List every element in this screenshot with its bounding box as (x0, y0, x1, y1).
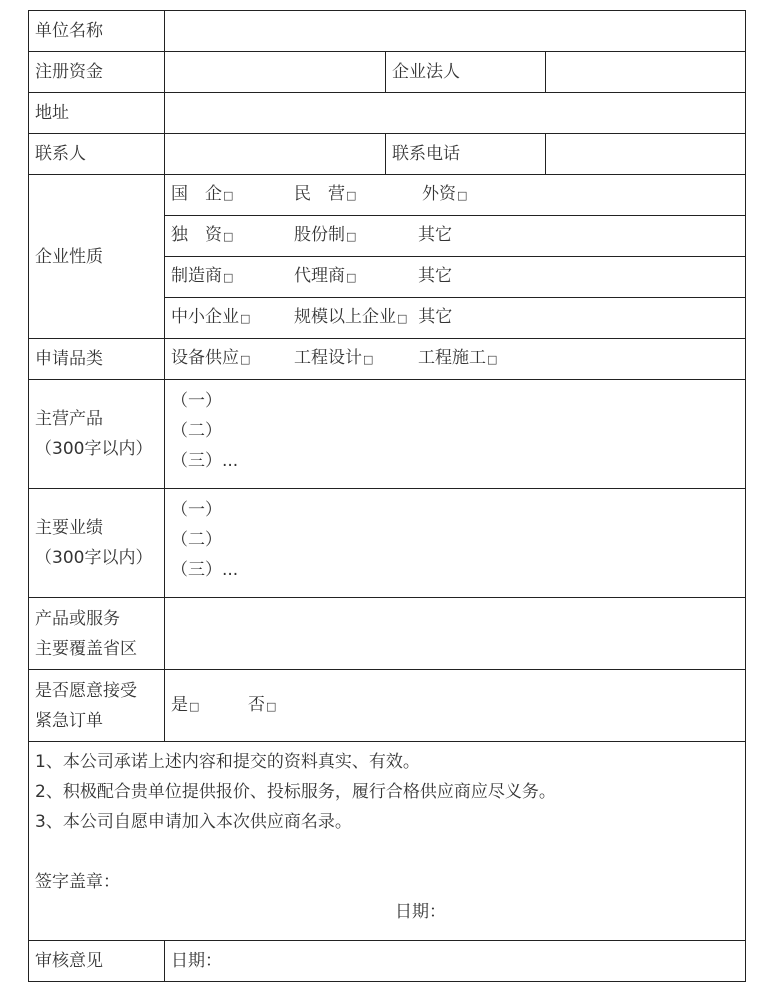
statement-line: 1、本公司承诺上述内容和提交的资料真实、有效。 (35, 752, 420, 772)
nature-option: 制造商 (171, 266, 222, 286)
main-products-limit: （300字以内） (35, 439, 153, 459)
checkbox[interactable]: □ (266, 699, 277, 713)
category-option: 设备供应 (171, 348, 239, 368)
nature-option: 独 资 (171, 225, 222, 245)
registered-capital-field[interactable] (165, 52, 386, 93)
nature-option: 代理商 (294, 266, 345, 286)
signature-label: 签字盖章： (35, 872, 120, 892)
nature-row-4 (165, 298, 746, 339)
checkbox[interactable]: □ (363, 353, 374, 366)
nature-row-1 (165, 175, 746, 216)
address-label: 地址 (29, 93, 165, 134)
statement-line: 2、积极配合贵单位提供报价、投标服务，履行合格供应商应尽义务。 (35, 782, 556, 802)
list-item: （二） (171, 530, 222, 550)
category-option: 工程施工 (418, 348, 486, 368)
unit-name-label: 单位名称 (29, 11, 165, 52)
review-label: 审核意见 (29, 941, 165, 982)
date-label: 日期： (395, 902, 446, 922)
urgent-label-line1: 是否愿意接受 (35, 680, 137, 701)
unit-name-field[interactable] (165, 11, 746, 52)
nature-option: 其它 (418, 266, 452, 286)
checkbox[interactable]: □ (240, 353, 251, 366)
nature-row-2 (165, 216, 746, 257)
main-achievements-label (29, 489, 165, 598)
address-field[interactable] (165, 93, 746, 134)
checkbox[interactable]: □ (240, 312, 251, 325)
checkbox[interactable]: □ (346, 271, 357, 284)
checkbox[interactable]: □ (457, 189, 468, 202)
urgent-order-options (165, 670, 746, 742)
contact-label: 联系人 (29, 134, 165, 175)
nature-option: 民 营 (294, 184, 345, 204)
main-achievements-field[interactable] (165, 489, 746, 598)
coverage-field[interactable] (165, 598, 746, 670)
nature-option: 中小企业 (171, 307, 239, 327)
yes-option: 是 (171, 694, 188, 715)
list-item: （二） (171, 421, 222, 441)
checkbox[interactable]: □ (346, 189, 357, 202)
checkbox[interactable]: □ (223, 230, 234, 243)
main-products-title: 主营产品 (35, 409, 103, 429)
legal-person-field[interactable] (546, 52, 746, 93)
main-achievements-limit: （300字以内） (35, 548, 153, 568)
checkbox[interactable]: □ (223, 189, 234, 202)
nature-option: 国 企 (171, 184, 222, 204)
contact-field[interactable] (165, 134, 386, 175)
nature-row-3 (165, 257, 746, 298)
no-option: 否 (248, 694, 265, 715)
list-item: （一） (171, 391, 222, 411)
registered-capital-label: 注册资金 (29, 52, 165, 93)
urgent-label-line2: 紧急订单 (35, 710, 103, 731)
category-option: 工程设计 (294, 348, 362, 368)
main-products-label (29, 380, 165, 489)
main-achievements-title: 主要业绩 (35, 518, 103, 538)
checkbox[interactable]: □ (397, 312, 408, 325)
list-item: （一） (171, 500, 222, 520)
nature-option: 规模以上企业 (294, 307, 396, 327)
checkbox[interactable]: □ (346, 230, 357, 243)
category-label: 申请品类 (29, 339, 165, 380)
checkbox[interactable]: □ (487, 353, 498, 366)
checkbox[interactable]: □ (223, 271, 234, 284)
statement-line: 3、本公司自愿申请加入本次供应商名录。 (35, 812, 352, 832)
coverage-label (29, 598, 165, 670)
review-date-label: 日期： (171, 951, 222, 971)
nature-option: 股份制 (294, 225, 345, 245)
category-options (165, 339, 746, 380)
nature-label: 企业性质 (29, 175, 165, 339)
supplier-application-form (28, 10, 746, 982)
legal-person-label: 企业法人 (386, 52, 546, 93)
checkbox[interactable]: □ (189, 699, 200, 713)
statement-block (29, 742, 746, 941)
phone-field[interactable] (546, 134, 746, 175)
review-date-field[interactable] (165, 941, 746, 982)
list-item: （三）... (171, 560, 239, 580)
phone-label: 联系电话 (386, 134, 546, 175)
nature-option: 其它 (418, 225, 452, 245)
nature-option: 其它 (418, 307, 453, 327)
coverage-label-line2: 主要覆盖省区 (35, 638, 137, 659)
coverage-label-line1: 产品或服务 (35, 608, 120, 629)
nature-option: 外资 (422, 184, 456, 204)
main-products-field[interactable] (165, 380, 746, 489)
urgent-order-label (29, 670, 165, 742)
list-item: （三）... (171, 451, 239, 471)
